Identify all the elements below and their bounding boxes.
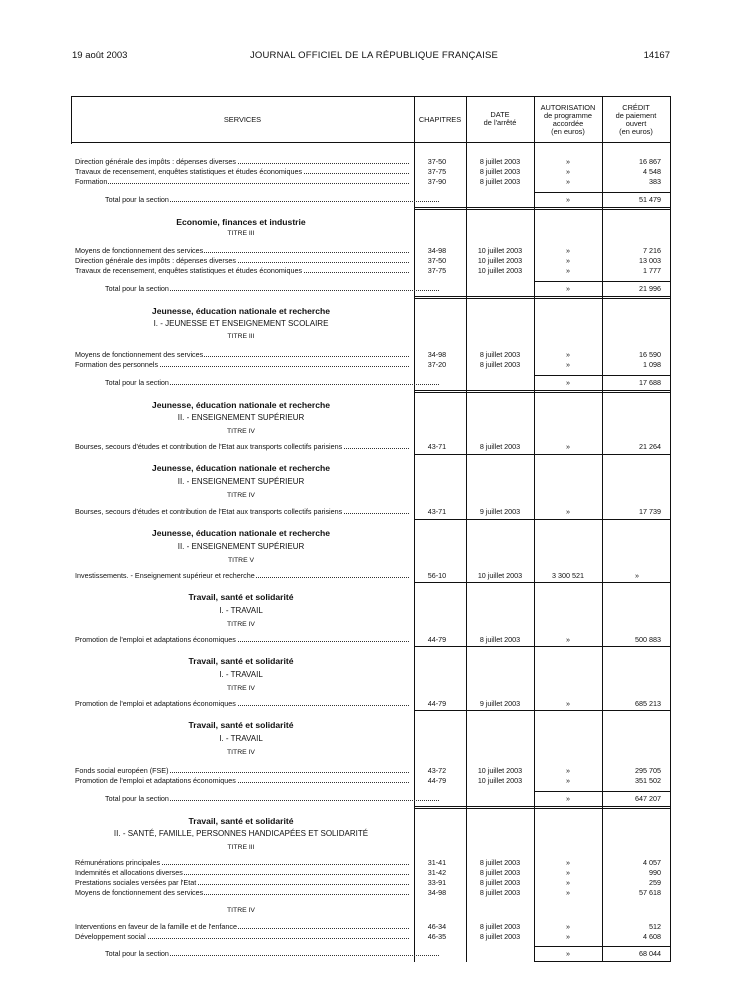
table-row (71, 256, 671, 266)
autorisation-cell: » (566, 360, 570, 369)
credit-cell: 57 618 (639, 888, 661, 897)
autorisation-cell: » (566, 507, 570, 516)
chapitre-cell: 37-90 (427, 177, 447, 186)
section-separator (414, 390, 671, 391)
table-row (71, 766, 671, 776)
col-header-services: SERVICES (223, 115, 262, 124)
autorisation-cell: 3 300 521 (552, 571, 584, 580)
ministry-title: Travail, santé et solidarité (188, 816, 294, 826)
table-row (71, 157, 671, 167)
titre-label: TITRE III (227, 333, 255, 340)
service-label: Travaux de recensement, enquêtes statistiques et études économiques (75, 266, 303, 275)
section-separator (414, 392, 671, 393)
section-separator (414, 582, 671, 583)
chapitre-cell: 43-71 (427, 507, 447, 516)
section-separator (414, 296, 671, 297)
col-header-autorisation: AUTORISATION de programme accordée (en euros) (540, 103, 596, 136)
credit-total-cell: 68 044 (639, 949, 661, 958)
service-label: Prestations sociales versées par l'Etat (75, 878, 197, 887)
autorisation-cell: » (566, 167, 570, 176)
total-box-line (534, 961, 671, 962)
date-cell: 10 juillet 2003 (477, 766, 523, 775)
credit-cell: » (635, 571, 639, 580)
chapitre-cell: 43-71 (427, 442, 447, 451)
credit-cell: 259 (649, 878, 661, 887)
date-cell: 8 juillet 2003 (479, 635, 521, 644)
total-row (71, 949, 671, 959)
titre-label: TITRE IV (227, 907, 255, 914)
table-row (71, 442, 671, 452)
autorisation-cell: » (566, 635, 570, 644)
date-cell: 8 juillet 2003 (479, 888, 521, 897)
section-subtitle: I. - TRAVAIL (219, 606, 263, 615)
credit-cell: 1 777 (643, 266, 661, 275)
titre-label: TITRE IV (227, 492, 255, 499)
section-subtitle: I. - TRAVAIL (219, 670, 263, 679)
section-subtitle: II. - ENSEIGNEMENT SUPÉRIEUR (177, 542, 305, 551)
service-label: Formation (75, 177, 108, 186)
date-cell: 10 juillet 2003 (477, 776, 523, 785)
chapitre-cell: 37-75 (427, 167, 447, 176)
total-box-line (534, 946, 671, 947)
date-cell: 10 juillet 2003 (477, 256, 523, 265)
page-header (0, 50, 748, 64)
section-subtitle: I. - TRAVAIL (219, 734, 263, 743)
credit-cell: 990 (649, 868, 661, 877)
credit-cell: 4 548 (643, 167, 661, 176)
ministry-title: Jeunesse, éducation nationale et recherche (151, 528, 331, 538)
date-cell: 8 juillet 2003 (479, 878, 521, 887)
chapitre-cell: 44-79 (427, 699, 447, 708)
section-separator (414, 209, 671, 210)
date-cell: 8 juillet 2003 (479, 868, 521, 877)
service-label: Direction générale des impôts : dépenses diverses (75, 157, 237, 166)
service-label: Moyens de fonctionnement des services (75, 350, 204, 359)
autorisation-cell: » (566, 442, 570, 451)
table-row (71, 360, 671, 370)
credit-cell: 4 608 (643, 932, 661, 941)
autorisation-cell: » (566, 776, 570, 785)
chapitre-cell: 34-98 (427, 350, 447, 359)
autorisation-cell: » (566, 378, 570, 387)
service-label: Interventions en faveur de la famille et de l'enfance (75, 922, 237, 931)
ministry-title: Travail, santé et solidarité (188, 720, 294, 730)
credit-cell: 16 867 (639, 157, 661, 166)
service-label: Promotion de l'emploi et adaptations économiques (75, 699, 236, 708)
autorisation-cell: » (566, 878, 570, 887)
credit-cell: 383 (649, 177, 661, 186)
autorisation-cell: » (566, 266, 570, 275)
service-label: Indemnités et allocations diverses (75, 868, 183, 877)
section-separator (414, 298, 671, 299)
date-cell: 10 juillet 2003 (477, 266, 523, 275)
chapitre-cell: 46-35 (427, 932, 447, 941)
section-separator (414, 710, 671, 711)
table-row (71, 922, 671, 932)
autorisation-cell: » (566, 350, 570, 359)
section-separator (414, 808, 671, 809)
table-row (71, 635, 671, 645)
page-number: 14167 (643, 50, 670, 61)
autorisation-cell: » (566, 699, 570, 708)
autorisation-cell: » (566, 766, 570, 775)
date-cell: 8 juillet 2003 (479, 177, 521, 186)
total-box-line (534, 192, 671, 193)
service-label: Investissements. - Enseignement supérieur et recherche (75, 571, 255, 580)
table-row (71, 571, 671, 581)
credit-total-cell: 17 688 (639, 378, 661, 387)
table-row (71, 932, 671, 942)
autorisation-cell: » (566, 157, 570, 166)
date-cell: 9 juillet 2003 (479, 699, 521, 708)
credit-cell: 13 003 (639, 256, 661, 265)
service-label: Promotion de l'emploi et adaptations économiques (75, 776, 236, 785)
date-cell: 10 juillet 2003 (477, 246, 523, 255)
total-box-line (534, 281, 671, 282)
total-row (71, 378, 671, 388)
autorisation-cell: » (566, 284, 570, 293)
credit-cell: 351 502 (635, 776, 661, 785)
chapitre-cell: 34-98 (427, 246, 447, 255)
total-label: Total pour la section (105, 284, 169, 293)
table-row (71, 858, 671, 868)
credit-cell: 685 213 (635, 699, 661, 708)
chapitre-cell: 44-79 (427, 635, 447, 644)
table-row (71, 350, 671, 360)
chapitre-cell: 37-50 (427, 256, 447, 265)
journal-title: JOURNAL OFFICIEL DE LA RÉPUBLIQUE FRANÇAISE (249, 50, 499, 61)
table-row (71, 177, 671, 187)
service-label: Rémunérations principales (75, 858, 161, 867)
col-header-date: DATE de l'arrêté (483, 110, 517, 127)
table-row (71, 776, 671, 786)
header-bottom-border (71, 142, 671, 143)
date-cell: 8 juillet 2003 (479, 157, 521, 166)
section-separator (414, 207, 671, 208)
chapitre-cell: 37-50 (427, 157, 447, 166)
section-subtitle: II. - SANTÉ, FAMILLE, PERSONNES HANDICAPÉES ET SOLIDARITÉ (113, 829, 369, 838)
issue-date: 19 août 2003 (72, 50, 128, 61)
chapitre-cell: 46-34 (427, 922, 447, 931)
service-label: Promotion de l'emploi et adaptations économiques (75, 635, 236, 644)
chapitre-cell: 44-79 (427, 776, 447, 785)
section-separator (414, 454, 671, 455)
service-label: Moyens de fonctionnement des services (75, 246, 204, 255)
ministry-title: Travail, santé et solidarité (188, 592, 294, 602)
credit-cell: 500 883 (635, 635, 661, 644)
date-cell: 9 juillet 2003 (479, 507, 521, 516)
section-subtitle: II. - ENSEIGNEMENT SUPÉRIEUR (177, 413, 305, 422)
section-separator (414, 806, 671, 807)
service-label: Formation des personnels (75, 360, 159, 369)
ministry-title: Jeunesse, éducation nationale et recherche (151, 463, 331, 473)
total-box-line (534, 375, 671, 376)
date-cell: 8 juillet 2003 (479, 167, 521, 176)
col-divider-autorisation (602, 96, 603, 962)
chapitre-cell: 37-75 (427, 266, 447, 275)
chapitre-cell: 33-91 (427, 878, 447, 887)
autorisation-cell: » (566, 888, 570, 897)
credit-cell: 4 057 (643, 858, 661, 867)
table-row (71, 699, 671, 709)
section-subtitle: I. - JEUNESSE ET ENSEIGNEMENT SCOLAIRE (153, 319, 329, 328)
total-label: Total pour la section (105, 378, 169, 387)
autorisation-cell: » (566, 949, 570, 958)
titre-label: TITRE IV (227, 621, 255, 628)
titre-label: TITRE V (227, 557, 255, 564)
date-cell: 8 juillet 2003 (479, 360, 521, 369)
autorisation-cell: » (566, 794, 570, 803)
chapitre-cell: 31-42 (427, 868, 447, 877)
credit-cell: 17 739 (639, 507, 661, 516)
ministry-title: Jeunesse, éducation nationale et recherche (151, 400, 331, 410)
service-label: Fonds social européen (FSE) (75, 766, 169, 775)
table-row (71, 888, 671, 898)
credit-cell: 21 264 (639, 442, 661, 451)
chapitre-cell: 56-10 (427, 571, 447, 580)
total-label: Total pour la section (105, 949, 169, 958)
total-label: Total pour la section (105, 794, 169, 803)
chapitre-cell: 31-41 (427, 858, 447, 867)
col-divider-services (414, 96, 415, 962)
credits-table (71, 96, 671, 962)
right-border (670, 96, 671, 962)
col-header-credit: CRÉDIT de paiement ouvert (en euros) (615, 103, 657, 136)
table-row (71, 868, 671, 878)
service-label: Développement social (75, 932, 146, 941)
col-header-chapitres: CHAPITRES (418, 115, 462, 124)
date-cell: 8 juillet 2003 (479, 442, 521, 451)
date-cell: 8 juillet 2003 (479, 858, 521, 867)
credit-total-cell: 647 207 (635, 794, 661, 803)
date-cell: 10 juillet 2003 (477, 571, 523, 580)
section-separator (414, 646, 671, 647)
credit-cell: 512 (649, 922, 661, 931)
ministry-title: Travail, santé et solidarité (188, 656, 294, 666)
credit-total-cell: 21 996 (639, 284, 661, 293)
titre-label: TITRE IV (227, 685, 255, 692)
titre-label: TITRE IV (227, 749, 255, 756)
ministry-title: Economie, finances et industrie (176, 217, 306, 227)
service-label: Moyens de fonctionnement des services (75, 888, 204, 897)
titre-label: TITRE III (227, 844, 255, 851)
table-row (71, 167, 671, 177)
autorisation-cell: » (566, 858, 570, 867)
service-label: Bourses, secours d'études et contribution de l'Etat aux transports collectifs parisiens (75, 507, 343, 516)
credit-cell: 16 590 (639, 350, 661, 359)
table-row (71, 266, 671, 276)
section-subtitle: II. - ENSEIGNEMENT SUPÉRIEUR (177, 477, 305, 486)
service-label: Bourses, secours d'études et contribution de l'Etat aux transports collectifs parisiens (75, 442, 343, 451)
autorisation-cell: » (566, 256, 570, 265)
total-row (71, 195, 671, 205)
section-separator (414, 519, 671, 520)
total-label: Total pour la section (105, 195, 169, 204)
table-row (71, 246, 671, 256)
total-row (71, 284, 671, 294)
col-divider-date (534, 96, 535, 962)
col-divider-chapitres (466, 96, 467, 962)
date-cell: 8 juillet 2003 (479, 932, 521, 941)
table-row (71, 878, 671, 888)
credit-cell: 295 705 (635, 766, 661, 775)
date-cell: 8 juillet 2003 (479, 350, 521, 359)
table-top-border (71, 96, 671, 97)
table-row (71, 507, 671, 517)
titre-label: TITRE IV (227, 428, 255, 435)
titre-label: TITRE III (227, 230, 255, 237)
total-box-line (534, 791, 671, 792)
service-label: Travaux de recensement, enquêtes statistiques et études économiques (75, 167, 303, 176)
autorisation-cell: » (566, 195, 570, 204)
credit-total-cell: 51 479 (639, 195, 661, 204)
autorisation-cell: » (566, 868, 570, 877)
service-label: Direction générale des impôts : dépenses diverses (75, 256, 237, 265)
autorisation-cell: » (566, 246, 570, 255)
chapitre-cell: 37-20 (427, 360, 447, 369)
credit-cell: 1 098 (643, 360, 661, 369)
credit-cell: 7 216 (643, 246, 661, 255)
chapitre-cell: 43-72 (427, 766, 447, 775)
date-cell: 8 juillet 2003 (479, 922, 521, 931)
autorisation-cell: » (566, 922, 570, 931)
ministry-title: Jeunesse, éducation nationale et recherche (151, 306, 331, 316)
autorisation-cell: » (566, 932, 570, 941)
chapitre-cell: 34-98 (427, 888, 447, 897)
autorisation-cell: » (566, 177, 570, 186)
total-row (71, 794, 671, 804)
